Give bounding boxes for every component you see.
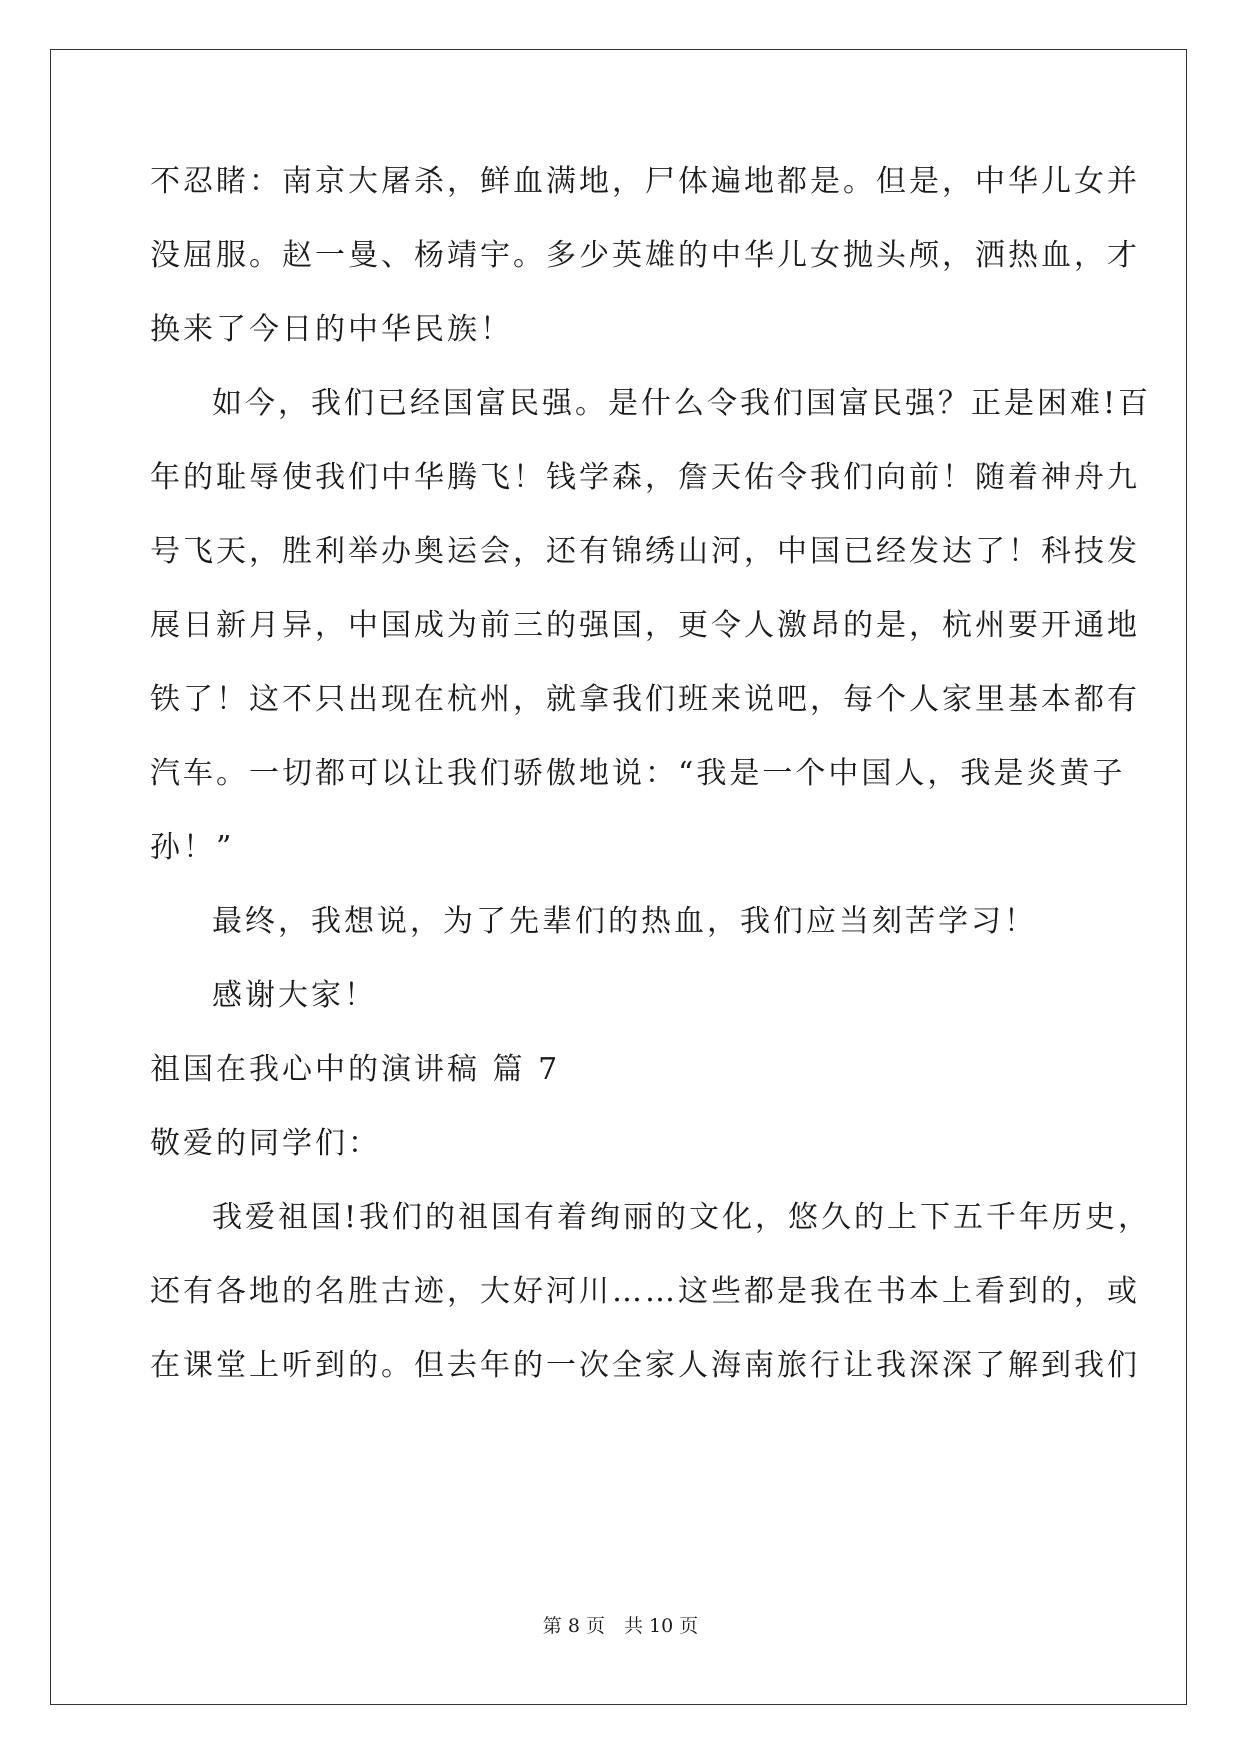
text-line: 没屈服。赵一曼、杨靖宇。多少英雄的中华儿女抛头颅，洒热血，才 xyxy=(150,238,1140,273)
paragraph-start: 我爱祖国!我们的祖国有着绚丽的文化，悠久的上下五千年历史， xyxy=(212,1200,1152,1235)
text-line: 还有各地的名胜古迹，大好河川……这些都是我在书本上看到的，或 xyxy=(150,1274,1140,1309)
page-number: 第 8 页 共 10 页 xyxy=(542,1615,699,1637)
salutation: 敬爱的同学们： xyxy=(150,1126,381,1161)
text-line: 铁了！这不只出现在杭州，就拿我们班来说吧，每个人家里基本都有 xyxy=(150,682,1140,717)
text-line: 不忍睹：南京大屠杀，鲜血满地，尸体遍地都是。但是，中华儿女并 xyxy=(150,164,1140,199)
text-line: 展日新月异，中国成为前三的强国，更令人激昂的是，杭州要开通地 xyxy=(150,608,1140,643)
text-line: 换来了今日的中华民族！ xyxy=(150,312,513,347)
text-line: 号飞天，胜利举办奥运会，还有锦绣山河，中国已经发达了！科技发 xyxy=(150,534,1140,569)
paragraph-start: 如今，我们已经国富民强。是什么令我们国富民强？正是困难!百 xyxy=(212,386,1152,421)
text-line: 在课堂上听到的。但去年的一次全家人海南旅行让我深深了解到我们 xyxy=(150,1348,1140,1383)
paragraph-start: 最终，我想说，为了先辈们的热血，我们应当刻苦学习！ xyxy=(212,904,1037,939)
text-line: 孙！” xyxy=(150,830,235,865)
closing-line: 感谢大家！ xyxy=(212,978,377,1013)
text-line: 汽车。一切都可以让我们骄傲地说：“我是一个中国人，我是炎黄子 xyxy=(150,756,1126,791)
section-heading: 祖国在我心中的演讲稿 篇 7 xyxy=(150,1052,561,1087)
page-border xyxy=(50,49,1187,1705)
text-line: 年的耻辱使我们中华腾飞！钱学森，詹天佑令我们向前！随着神舟九 xyxy=(150,460,1140,495)
